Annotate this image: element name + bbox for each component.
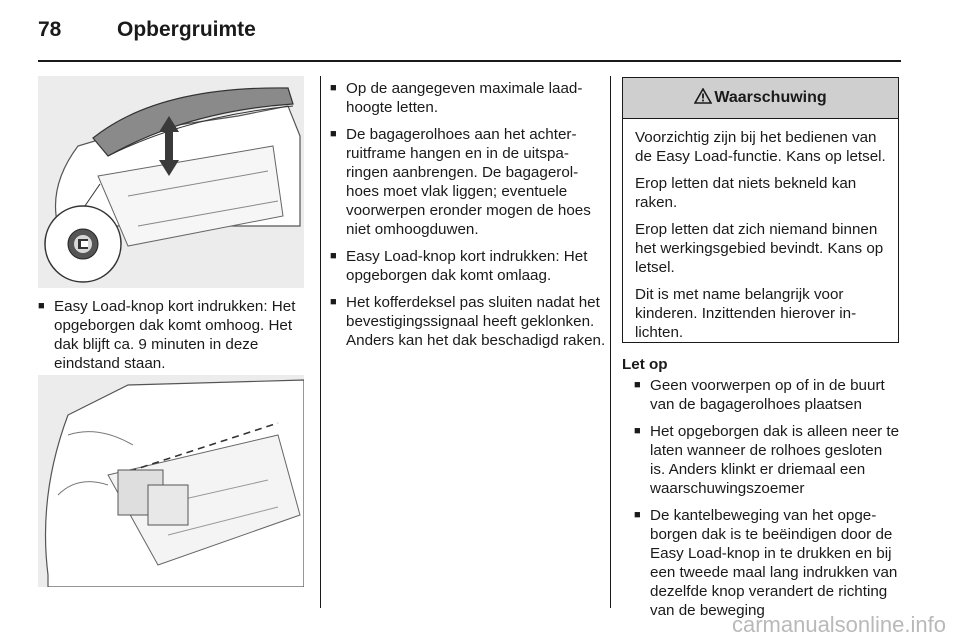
- page-header: [0, 0, 960, 62]
- watermark: carmanualsonline.info: [731, 612, 946, 637]
- warning-title: Waarschuwing: [714, 89, 827, 106]
- warning-header: [623, 78, 898, 119]
- list-item: ■ Easy Load-knop kort indrukken: Het opgeborgen dak komt omlaag.: [330, 247, 606, 285]
- list-item: ■ Op de aangegeven maximale laadhoogte letten.: [330, 79, 606, 117]
- column-divider-right: [610, 76, 611, 608]
- warning-paragraph: Voorzichtig zijn bij het bedienen van de Easy Load-functie. Kans op letsel.: [635, 129, 886, 165]
- list-item: ■ Geen voorwerpen op of in de buurt van de bagagerolhoes plaatsen: [634, 376, 900, 414]
- easy-load-button-icon: [68, 229, 98, 259]
- list-item: ■ Het kofferdeksel pas sluiten nadat het bevestigingssignaal heeft geklonken. Anders kan het dak beschadigd raken.: [330, 293, 606, 350]
- col1-bullet-list: [38, 297, 308, 381]
- list-item: ■ Het opgeborgen dak is alleen neer te laten wanneer de rolhoes gesloten is. Anders klinkt er driemaal een waarschuwingszoemer: [634, 422, 900, 498]
- col2-bullet-list: [330, 79, 606, 358]
- list-item: ■ Easy Load-knop kort indrukken: Het opgeborgen dak komt omhoog. Het dak blijft ca. 9 minuten in deze eindstand staan.: [38, 297, 308, 373]
- warning-body: [623, 119, 898, 342]
- warning-paragraph: Erop letten dat niets bekneld kan raken.: [635, 175, 857, 211]
- warning-paragraph: Dit is met name belangrijk voor kinderen. Inzittenden hierover inlichten.: [635, 286, 857, 341]
- page-title: Opbergruimte: [117, 18, 256, 41]
- trunk-roof-lift-illustration: [38, 76, 304, 288]
- header-rule: [38, 60, 901, 62]
- trunk-cargo-cover-illustration: [38, 375, 304, 587]
- warning-box: [622, 77, 899, 343]
- note-title: Let op: [622, 356, 668, 373]
- warning-triangle-icon: [694, 88, 712, 109]
- note-bullet-list: [634, 376, 900, 628]
- list-item: ■ De bagagerolhoes aan het achterruitframe hangen en in de uitsparingen aanbrengen. De bagagerolhoes moet vlak liggen; eventuele voorwerpen eronder mogen de hoes niet omhoogduwen.: [330, 125, 606, 239]
- list-item: ■ De kantelbeweging van het opgeborgen dak is te beëindigen door de Easy Load-knop in te drukken en bij een tweede maal lang indrukken van dezelfde knop verandert de richting van de beweging: [634, 506, 900, 620]
- warning-paragraph: Erop letten dat zich niemand binnen het werkingsgebied bevindt. Kans op letsel.: [635, 221, 884, 276]
- column-divider-left: [320, 76, 321, 608]
- page-number: 78: [38, 18, 62, 41]
